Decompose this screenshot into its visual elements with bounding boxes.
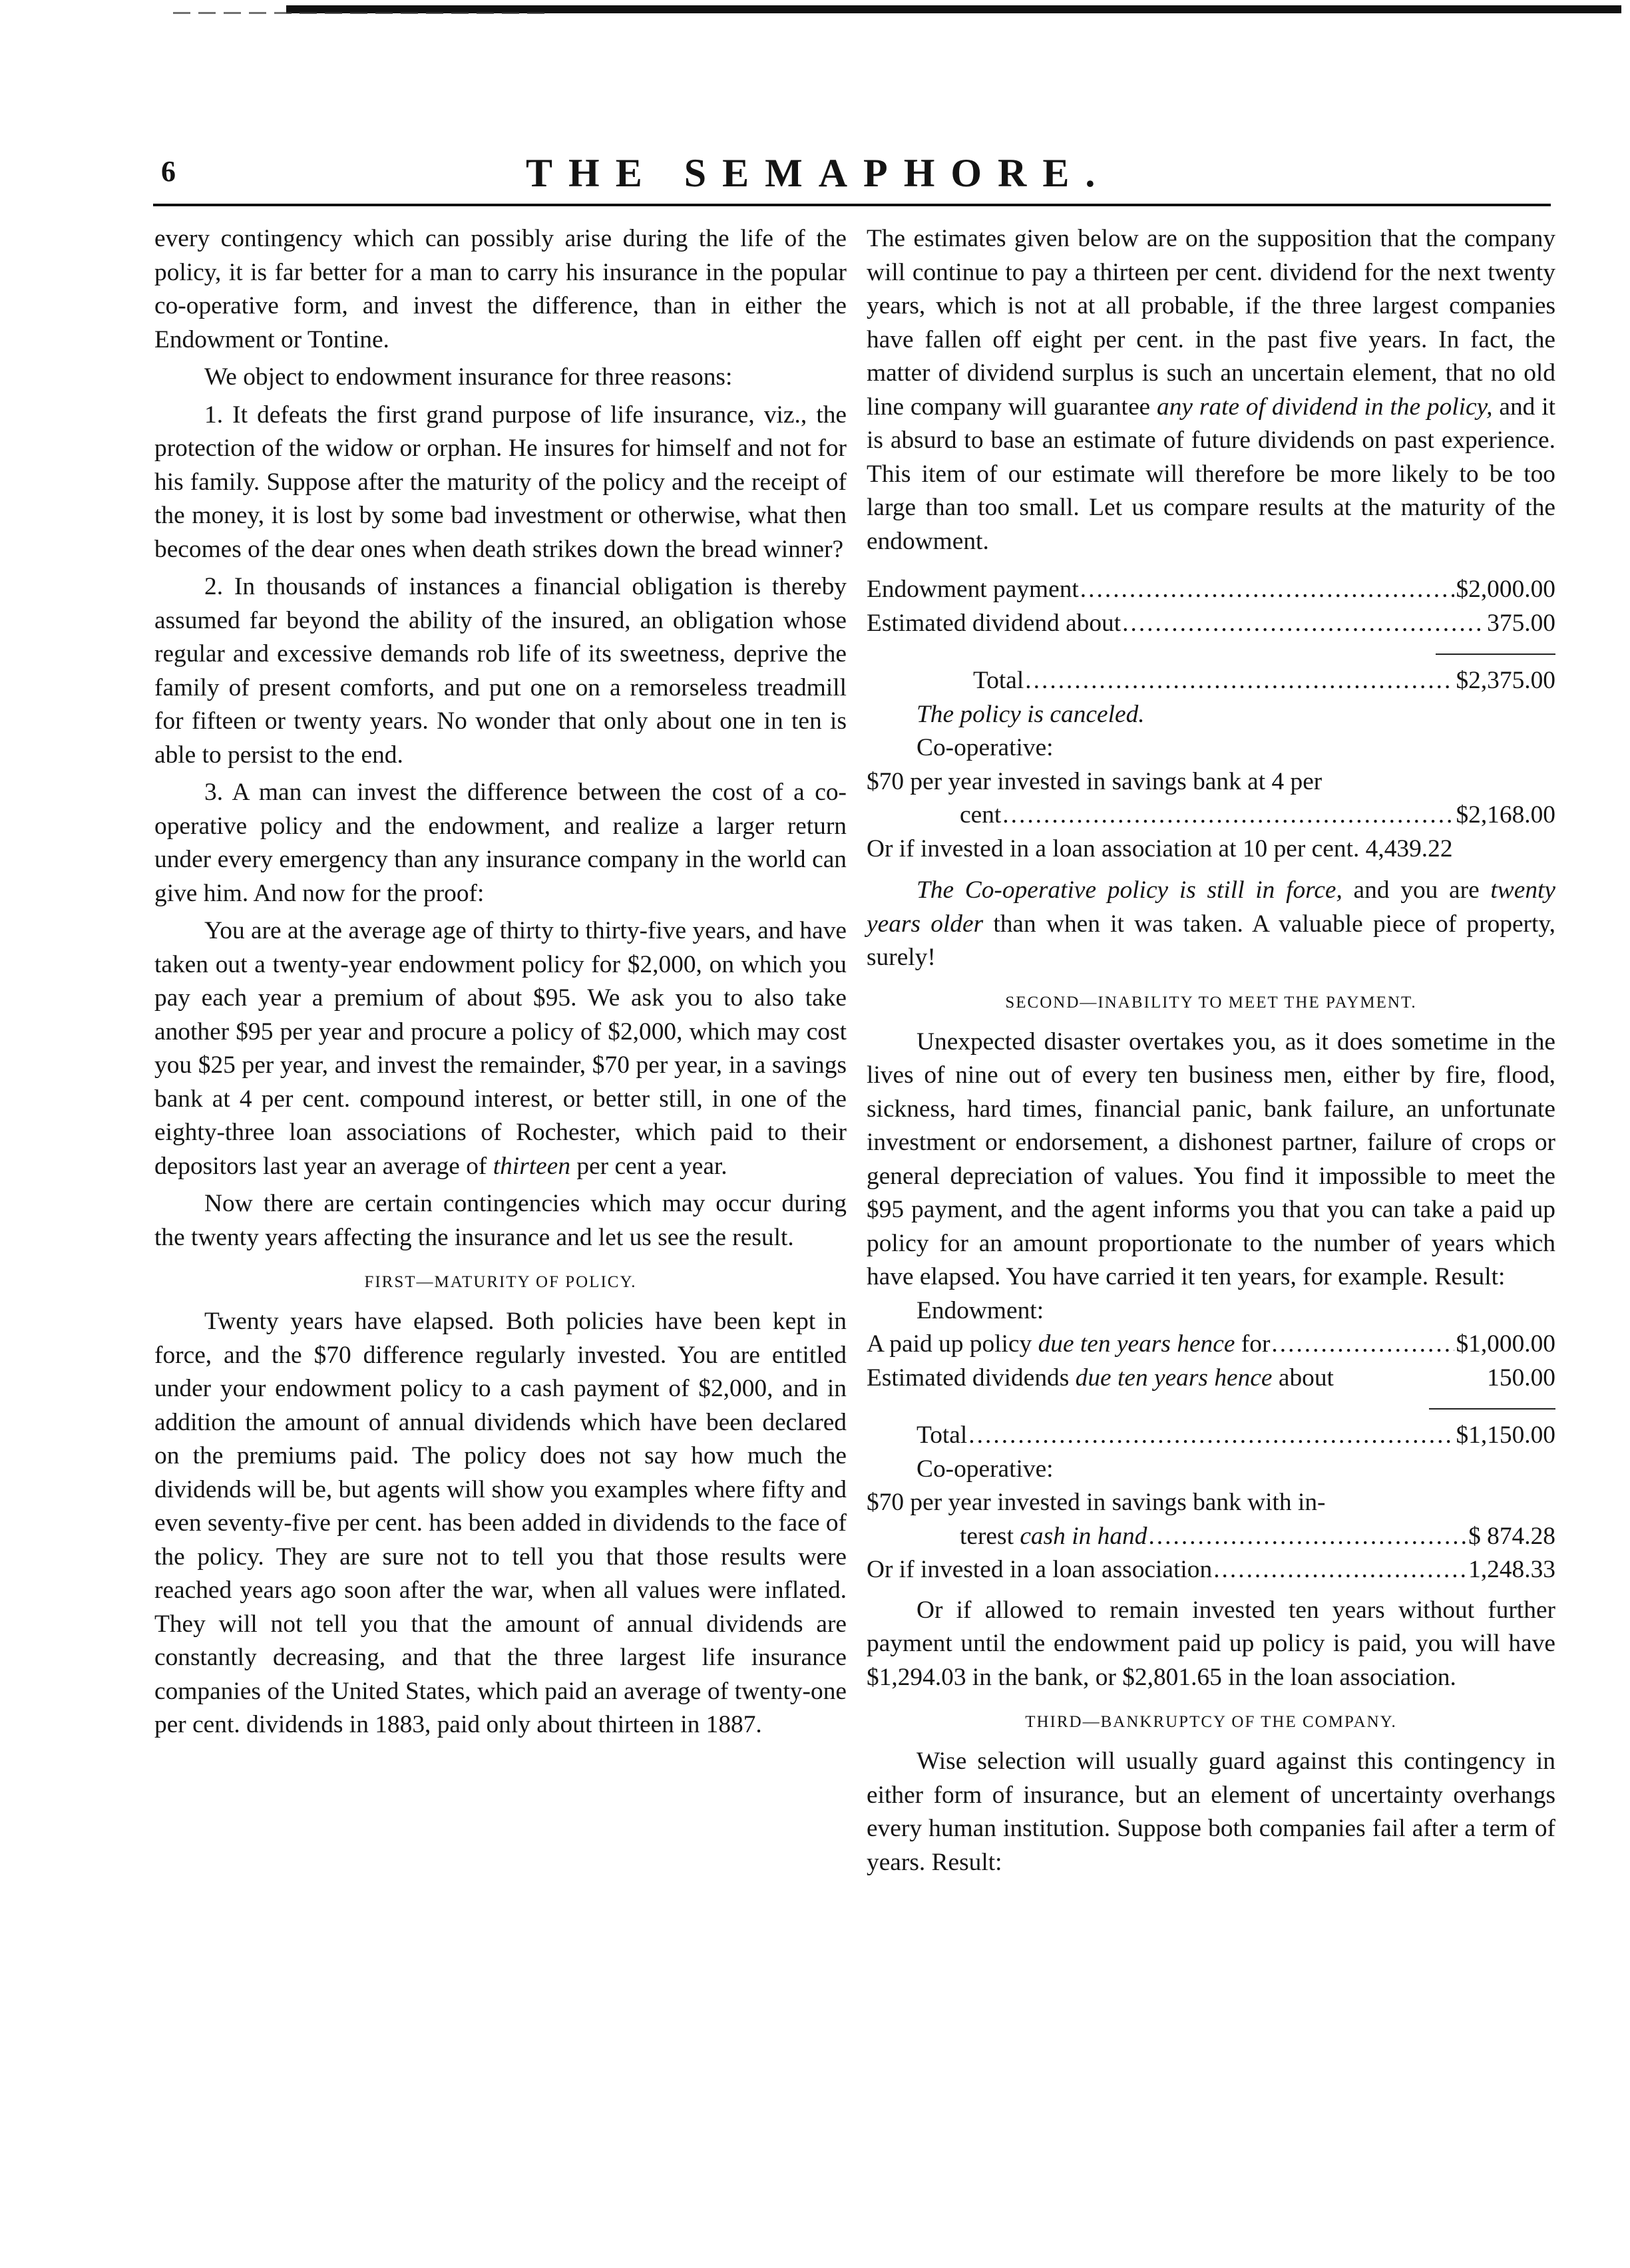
table-row [867, 1328, 1555, 1362]
text-run: for [1235, 1330, 1271, 1358]
row-label: Or if invested in a loan association [867, 1556, 1213, 1583]
text-run: The estimates given below are on the supposition that the company will continue to pay a thirteen per cent. dividend for the next twenty years, which is not at all probable, if the three largest companies have fallen off eight per cent. in the past five years. In fact, the matter of dividend surplus is such an uncertain element, that no old line company will guarantee [867, 225, 1555, 421]
row-value: 375.00 [1487, 609, 1555, 637]
leader-dots [1025, 664, 1454, 698]
emphasis-text: twenty years older [867, 876, 1555, 938]
left-paragraph-1: every contingency which can possibly arise during the life of the policy, it is far better for a man to carry his insurance in the popular co-operative form, and invest the difference, than in either the Endowment or Tontine. [154, 225, 847, 353]
row-value: 1,248.33 [1468, 1556, 1555, 1583]
left-paragraph-3: 1. It defeats the first grand purpose of life insurance, viz., the protection of the widow or orphan. He insures for himself and not for his family. Suppose after the maturity of the policy and the receipt of the money, it is lost by some bad investment or otherwise, what then becomes of the dear ones when death strikes down the bread winner? [154, 401, 847, 563]
leader-dots [1148, 1520, 1467, 1554]
leader-dots [1122, 607, 1486, 641]
page-number: 6 [161, 155, 176, 188]
endowment-label: Endowment: [917, 1296, 1044, 1324]
text-run: You are at the average age of thirty to thirty-five years, and have taken out a twenty-year endowment policy for $2,000, on which you pay each year a premium of about $95. We ask you to also take another $95 per year and procure a policy of $2,000, which may cost you $25 per year, and invest the remainder, $70 per year, in a savings bank at 4 per cent. compound interest, or better still, in one of the eighty-three loan associations of Rochester, which paid to their depositors last year an average of [154, 917, 847, 1180]
row-label: Estimated dividend about [867, 609, 1121, 637]
left-paragraph-2: We object to endowment insurance for three reasons: [204, 363, 733, 391]
text-run: about [1272, 1364, 1334, 1392]
canceled-note [867, 698, 1555, 732]
left-paragraph-6 [154, 914, 847, 1183]
loan-line: Or if invested in a loan association at 10 per cent. 4,439.22 [867, 835, 1453, 862]
row-label: Endowment payment [867, 576, 1079, 603]
right-paragraph-1 [867, 222, 1555, 558]
left-paragraph-8: Twenty years have elapsed. Both policies have been kept in force, and the $70 difference regularly invested. You are entitled under your endowment policy to a cash payment of $2,000, and in addition the amount of annual dividends which have been declared on the premiums paid. The policy does not say how much the dividends will be, but agents will show you examples where fifty and even seventy-five per cent. has been added in dividends to the face of the policy. They are sure not to tell you that those results were reached years ago soon after the war, when all values were inflated. They will not tell you that the amount of annual dividends are constantly decreasing, and that the three largest life insurance companies of the United States, which paid an average of twenty-one per cent. dividends in 1883, paid only about thirteen in 1887. [154, 1308, 847, 1738]
section-heading-first: FIRST—MATURITY OF POLICY. [364, 1273, 637, 1291]
row-label: cent [960, 801, 1002, 829]
section-heading-second: SECOND—INABILITY TO MEET THE PAYMENT. [1005, 993, 1417, 1012]
right-paragraph-5: Wise selection will usually guard against this contingency in either form of insurance, but an element of uncertainty overhangs every human institution. Suppose both companies fail after a term of years. Result: [867, 1748, 1555, 1876]
row-value: $ 874.28 [1468, 1522, 1555, 1550]
right-paragraph-2 [867, 874, 1555, 975]
table-row [867, 607, 1555, 641]
total-row [867, 664, 1555, 698]
table-row [867, 1362, 1555, 1396]
masthead-title: THE SEMAPHORE. [526, 151, 1112, 195]
row-label [960, 1520, 1147, 1554]
bank-line: $70 per year invested in savings bank at 4 per [867, 767, 1323, 795]
cooperative-label: Co-operative: [917, 1455, 1054, 1483]
left-paragraph-4: 2. In thousands of instances a financial obligation is thereby assumed far beyond the ability of the insured, an obligation whose regular and excessive demands rob life of its sweetness, deprive the family of present comforts, and put one on a remorseless treadmill for fifteen or twenty years. No wonder that only about one in ten is able to persist to the end. [154, 573, 847, 769]
emphasis-text: any rate of dividend in the policy, [1157, 393, 1493, 421]
sum-rule [1429, 1408, 1555, 1410]
leader-dots [1080, 573, 1455, 607]
text-run: and it is absurd to base an estimate of future dividends on past experience. This item of our estimate will therefore be more likely to be too large than too small. Let us compare results at the maturity of the endowment. [867, 393, 1556, 555]
text-run: than when it was taken. A valuable piece of property, surely! [867, 910, 1556, 971]
text-run: A paid up policy [867, 1330, 1038, 1358]
left-paragraph-7: Now there are certain contingencies which may occur during the twenty years affecting the insurance and let us see the result. [154, 1190, 847, 1251]
right-paragraph-4: Or if allowed to remain invested ten years without further payment until the endowment paid up policy is paid, you will have $1,294.03 in the bank, or $2,801.65 in the loan association. [867, 1596, 1555, 1691]
row-label [867, 1328, 1270, 1362]
emphasis-text: The policy is canceled. [917, 700, 1145, 728]
row-value: $1,000.00 [1456, 1330, 1555, 1358]
text-run: terest [960, 1522, 1020, 1550]
sum-rule [1436, 654, 1555, 655]
header-rule [153, 204, 1551, 206]
leader-dots [1002, 799, 1454, 833]
row-label: Total [917, 1421, 968, 1449]
leader-dots [968, 1419, 1454, 1453]
emphasis-text: due ten years hence [1075, 1364, 1273, 1392]
emphasis-text: cash in hand [1020, 1522, 1147, 1550]
section-heading-third: THIRD—BANKRUPTCY OF THE COMPANY. [1025, 1713, 1397, 1731]
table-row [867, 799, 1555, 833]
bank-line: $70 per year invested in savings bank with in- [867, 1489, 1326, 1516]
left-paragraph-5: 3. A man can invest the difference between the cost of a co-operative policy and the endowment, and realize a larger return under every emergency than any insurance company in the world can give him. And now for the proof: [154, 779, 847, 907]
table-row [867, 573, 1555, 607]
emphasis-text: thirteen [493, 1152, 571, 1180]
emphasis-text: The Co-operative policy is still in force, [917, 876, 1342, 904]
text-run: and you are [1342, 876, 1491, 904]
leader-dots [1213, 1553, 1467, 1587]
left-column [154, 222, 847, 1742]
right-column [867, 222, 1555, 1879]
table-row [867, 1520, 1555, 1554]
cooperative-label: Co-operative: [917, 734, 1054, 761]
row-value: 150.00 [1487, 1364, 1555, 1392]
spacer [867, 558, 1555, 573]
row-value: $2,375.00 [1456, 667, 1555, 694]
row-value: $2,168.00 [1456, 801, 1555, 829]
top-border-faint [173, 12, 546, 14]
row-value: $2,000.00 [1456, 576, 1555, 603]
spacer [1334, 1362, 1487, 1396]
row-label [867, 1362, 1334, 1396]
row-label: Total [973, 667, 1024, 694]
text-run: per cent a year. [570, 1152, 727, 1180]
table-row [867, 1553, 1555, 1587]
text-run: Estimated dividends [867, 1364, 1076, 1392]
right-paragraph-3: Unexpected disaster overtakes you, as it does sometime in the lives of nine out of every ten business men, either by fire, flood, sickness, hard times, financial panic, bank failure, an unfortunate investment or endorsement, a dishonest partner, failure of crops or general depreciation of values. You find it impossible to meet the $95 payment, and the agent informs you that you can take a paid up policy for an amount proportionate to the number of years which have elapsed. You have carried it ten years, for example. Result: [867, 1028, 1555, 1290]
total-row [867, 1419, 1555, 1453]
leader-dots [1271, 1328, 1454, 1362]
row-value: $1,150.00 [1456, 1421, 1555, 1449]
emphasis-text: due ten years hence [1038, 1330, 1235, 1358]
